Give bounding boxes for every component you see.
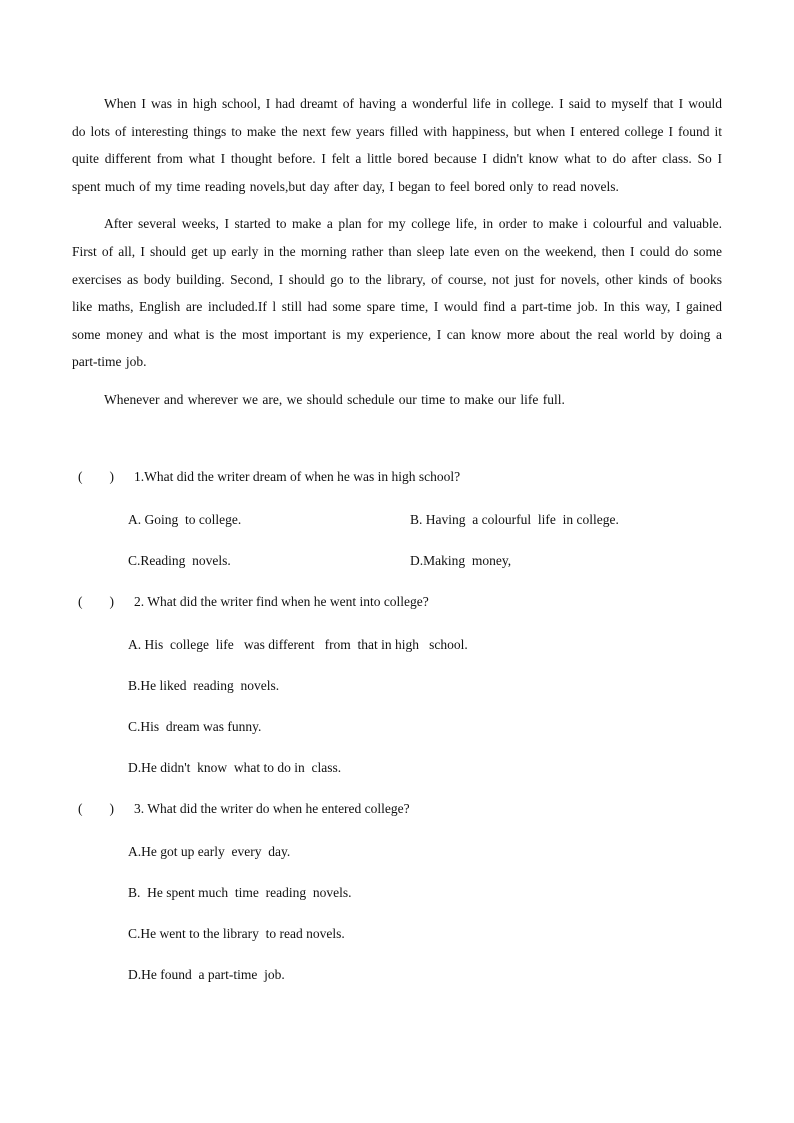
question-list [72,463,722,1002]
passage-paragraph-1: When I was in high school, I had dreamt of having a wonderful life in college. I said to myself that I would do lots of interesting things to make the next few years filled with happiness, but when I entered college I found it quite different from what I thought before. I felt a little bored because I didn't know what to do after class. So I spent much of my time reading novels,but day after day, I began to feel bored only to read novels. [72,96,722,194]
answer-blank[interactable]: ( ) [78,469,114,484]
option-d: D.Making money, [410,553,512,568]
question-text: 1.What did the writer dream of when he was in high school? [134,469,461,484]
question-3 [72,795,722,988]
question-stem [72,588,722,615]
question-stem [72,463,722,490]
question-text: 3. What did the writer do when he entered college? [134,801,410,816]
question-1 [72,463,722,574]
answer-blank[interactable]: ( ) [78,801,114,816]
passage-paragraph-2: After several weeks, I started to make a plan for my college life, in order to make i colourful and valuable. First of all, I should get up early in the morning rather than sleep late even on the weekend, then I could do some exercises as body building. Second, I should go to the library, of course, not just for novels, other kinds of books like maths, English are included.If l still had some spare time, I would find a part-time job. In this way, I gained some money and what is the most important is my experience, I can know more about the real world by doing a part-time job. [72,216,722,370]
option-a: A. His college life was different from that in high school. [128,637,468,652]
option-c: C.Reading novels. [128,553,231,568]
option-a: A.He got up early every day. [128,844,291,859]
option-a: A. Going to college. [128,512,242,527]
option-group [128,631,722,781]
passage-paragraph-3: Whenever and wherever we are, we should schedule our time to make our life full. [104,391,565,407]
question-2 [72,588,722,781]
option-c: C.He went to the library to read novels. [128,926,345,941]
option-d: D.He didn't know what to do in class. [128,760,342,775]
option-b: B. Having a colourful life in college. [410,512,619,527]
option-group [128,838,722,988]
reading-passage [72,90,722,424]
option-c: C.His dream was funny. [128,719,262,734]
option-group [128,506,722,574]
option-d: D.He found a part-time job. [128,967,285,982]
question-text: 2. What did the writer find when he went into college? [134,594,429,609]
option-b: B. He spent much time reading novels. [128,885,352,900]
question-stem [72,795,722,822]
answer-blank[interactable]: ( ) [78,594,114,609]
option-b: B.He liked reading novels. [128,678,280,693]
